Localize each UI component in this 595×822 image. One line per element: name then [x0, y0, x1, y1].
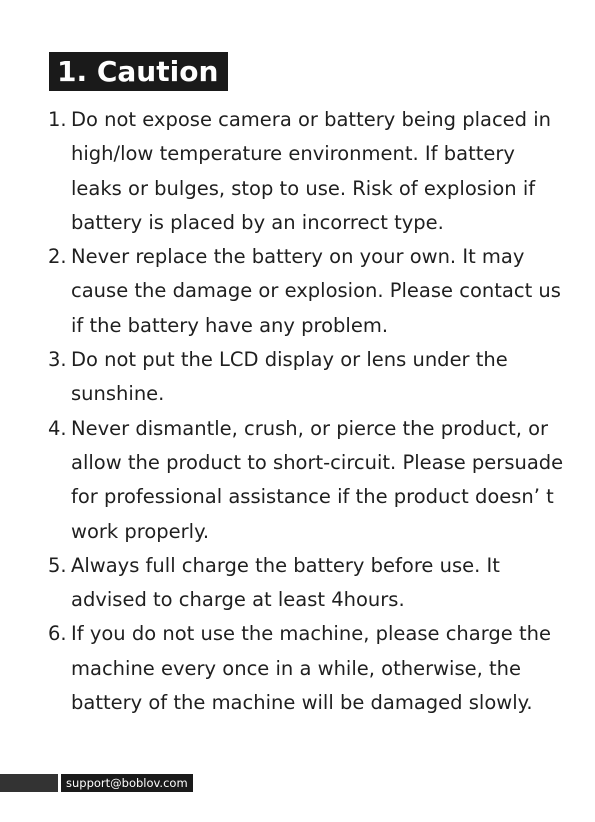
- item-number: 2.: [48, 245, 67, 269]
- item-number: 1.: [48, 108, 67, 131]
- item-line: cause the damage or explosion. Please contact us: [71, 279, 561, 303]
- item-text: [71, 343, 578, 412]
- item-line: battery is placed by an incorrect type.: [71, 210, 444, 234]
- section-title: 1. Caution: [49, 52, 228, 91]
- item-text: [71, 617, 578, 720]
- item-line: allow the product to short-circuit. Please persuade: [71, 450, 564, 474]
- item-number: 5.: [48, 553, 67, 577]
- item-number: 6.: [48, 622, 67, 646]
- caution-item-1: [48, 103, 578, 240]
- item-line: Never dismantle, crush, or pierce the product, or: [71, 416, 549, 440]
- item-line: high/low temperature environment. If battery: [71, 142, 515, 166]
- item-line: If you do not use the machine, please charge the: [71, 622, 551, 646]
- item-line: leaks or bulges, stop to use. Risk of explosion if: [71, 176, 536, 200]
- item-line: Do not put the LCD display or lens under the: [71, 348, 508, 372]
- caution-item-2: [48, 240, 578, 343]
- item-text: [71, 412, 578, 549]
- footer-bar: [0, 774, 58, 792]
- item-text: [71, 549, 578, 618]
- caution-item-5: [48, 549, 578, 618]
- item-text: [71, 103, 578, 240]
- item-line: battery of the machine will be damaged slowly.: [71, 691, 533, 715]
- item-line: sunshine.: [71, 382, 165, 406]
- item-line: Do not expose camera or battery being placed in: [71, 108, 552, 131]
- item-line: work properly.: [71, 519, 210, 543]
- item-line: Never replace the battery on your own. It may: [71, 245, 525, 269]
- caution-list: [48, 103, 578, 720]
- caution-item-4: [48, 412, 578, 549]
- item-text: [71, 240, 578, 343]
- item-line: advised to charge at least 4hours.: [71, 588, 405, 612]
- caution-item-6: [48, 617, 578, 720]
- item-line: for professional assistance if the product doesn’ t: [71, 485, 554, 509]
- item-line: machine every once in a while, otherwise, the: [71, 656, 522, 680]
- item-line: Always full charge the battery before use. It: [71, 553, 500, 577]
- item-line: if the battery have any problem.: [71, 313, 389, 337]
- caution-item-3: [48, 343, 578, 412]
- support-email: support@boblov.com: [61, 774, 193, 792]
- item-number: 3.: [48, 348, 67, 372]
- item-number: 4.: [48, 416, 67, 440]
